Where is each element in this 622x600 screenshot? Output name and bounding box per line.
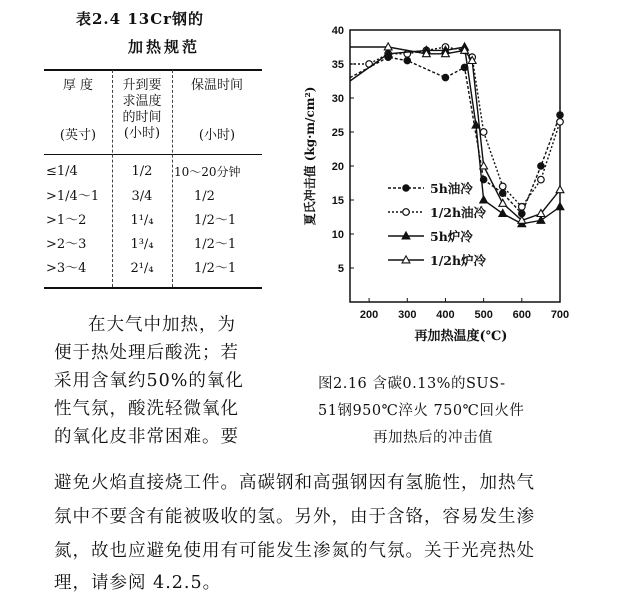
y-tick-label: 35 [331, 59, 344, 71]
header-heatup-line4: (小时) [123, 126, 161, 141]
series-4-point [556, 186, 564, 193]
text-line: 采用含氧约50%的氧化 [54, 371, 244, 391]
legend-label: 1/2h炉冷 [430, 253, 487, 268]
text-line: 的氧化皮非常困难。要 [54, 427, 239, 447]
table-cell: >2～3 [46, 237, 87, 252]
text-line: 避免火焰直接烧工件。高碳钢和高强钢因有氢脆性，加热气 [54, 473, 535, 493]
table-cell: >1/4～1 [46, 189, 100, 204]
series-3-point [537, 216, 545, 223]
header-thickness-unit [44, 128, 112, 144]
y-tick-label: 20 [331, 161, 344, 173]
x-tick-label: 700 [550, 309, 570, 321]
y-axis-label: 夏氏冲击值 (kg·m/cm²) [303, 86, 317, 226]
series-1-point [499, 190, 506, 197]
caption-line: 再加热后的冲击值 [373, 430, 493, 446]
figure-caption [318, 372, 588, 447]
table-bottom-rule [44, 287, 262, 289]
text-line: 性气氛，酸洗轻微氧化 [54, 399, 239, 419]
table-cell: 1/2～1 [194, 237, 237, 252]
series-3-point [499, 210, 507, 217]
impact-chart [298, 18, 580, 350]
y-tick-label: 30 [331, 93, 344, 105]
table-cell: 2¹/₄ [130, 261, 154, 276]
text-line: 便于热处理后酸洗；若 [54, 343, 239, 363]
legend-marker [403, 209, 410, 216]
table-top-rule [44, 69, 262, 71]
legend-label: 5h油冷 [430, 181, 473, 196]
table-title-line2: 加热规范 [128, 38, 201, 56]
legend-label: 5h炉冷 [430, 229, 473, 244]
header-hold-unit [172, 128, 262, 144]
y-tick-label: 15 [331, 195, 344, 207]
text-line: 氛中不要含有能被吸收的氢。另外，由于含铬，容易发生渗 [54, 507, 535, 527]
header-thickness [44, 78, 112, 94]
table-cell: >1～2 [46, 213, 87, 228]
table-cell: >3～4 [46, 261, 87, 276]
header-thickness-label: 厚 度 [62, 78, 94, 93]
header-heatup-line1: 升到要 [122, 78, 162, 93]
series-3-point [480, 196, 488, 203]
table-cell: 1/2～1 [194, 261, 237, 276]
text-line: 理，请参阅 4.2.5。 [54, 573, 222, 593]
table-header-rule [44, 154, 262, 155]
y-tick-label: 5 [337, 263, 344, 275]
series-1-point [557, 112, 564, 119]
x-tick-label: 600 [512, 309, 531, 321]
table-cell: ≤1/4 [46, 164, 78, 179]
table-divider-2 [172, 70, 173, 287]
caption-line: 51钢950℃淬火 750℃回火件 [318, 403, 525, 419]
series-1-point [404, 57, 411, 64]
header-hold-time [172, 78, 262, 94]
table-cell: 10～20分钟 [174, 165, 241, 179]
text-line: 在大气中加热，为 [88, 315, 236, 335]
caption-line: 图2.16 含碳0.13%的SUS- [318, 376, 506, 392]
header-heatup-line2: 求温度 [122, 94, 162, 109]
series-2-point [538, 176, 545, 183]
table-cell: 1¹/₄ [130, 213, 154, 228]
table-title: 表2.4 13Cr钢的 [76, 10, 205, 28]
series-2-point [557, 119, 564, 126]
table-cell: 1/2 [194, 189, 215, 204]
table-cell: 1/2～1 [194, 213, 237, 228]
series-3-point [556, 203, 564, 210]
series-2-point [519, 204, 526, 211]
y-tick-label: 25 [331, 127, 344, 139]
y-tick-label: 40 [331, 25, 344, 37]
series-2-point [480, 129, 487, 136]
legend-marker [403, 185, 410, 192]
x-tick-label: 400 [436, 309, 455, 321]
header-hold-unit-label: (小时) [198, 128, 236, 143]
header-heatup-line3: 的时间 [122, 110, 162, 125]
x-tick-label: 300 [398, 309, 417, 321]
series-1-point [442, 74, 449, 81]
table-cell: 1³/₄ [130, 237, 154, 252]
table-cell: 3/4 [131, 189, 153, 204]
text-line: 氮，故也应避免使用有可能发生渗氮的气氛。关于光亮热处 [54, 541, 535, 561]
header-thickness-unit-label: (英寸) [59, 128, 97, 143]
series-4-point [499, 199, 507, 206]
series-1-point [538, 163, 545, 170]
series-2-point [499, 183, 506, 190]
table-cell: 1/2 [131, 164, 153, 179]
y-tick-label: 10 [331, 229, 344, 241]
legend-label: 1/2h油冷 [430, 205, 487, 220]
header-hold-label: 保温时间 [190, 78, 243, 93]
x-tick-label: 200 [359, 309, 379, 321]
header-heatup-time [112, 78, 172, 142]
x-tick-label: 500 [474, 309, 493, 321]
x-axis-label: 再加热温度(℃) [414, 329, 508, 344]
